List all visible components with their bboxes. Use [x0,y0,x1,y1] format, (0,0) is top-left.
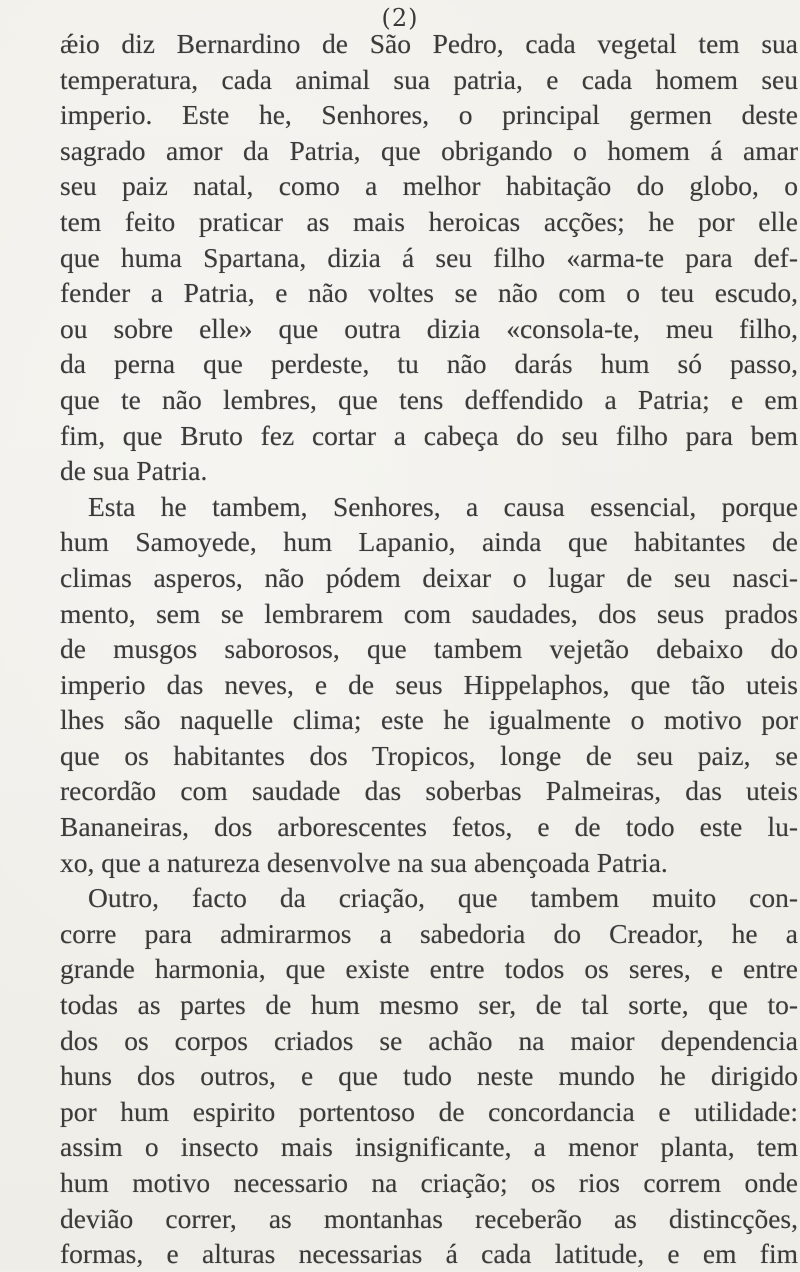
text-line: todas as partes de hum mesmo ser, de tal sorte, que to- [60,989,798,1021]
page-number: (2) [381,4,419,32]
text-line: hum Samoyede, hum Lapanio, ainda que habitantes de [60,526,798,558]
text-line: que huma Spartana, dizia á seu filho «arma-te para def- [60,241,798,273]
text-line: seu paiz natal, como a melhor habitação do globo, o [60,170,798,202]
text-line: sagrado amor da Patria, que obrigando o homem á amar [60,134,798,166]
text-line: ou sobre elle» que outra dizia «consola-te, meu filho, [60,312,798,344]
text-line: dos os corpos criados se achão na maior dependencia [60,1024,798,1056]
text-line: de musgos saborosos, que tambem vejetão debaixo do [60,633,798,665]
text-line: Bananeiras, dos arborescentes fetos, e de todo este lu- [60,811,798,843]
text-line: fim, que Bruto fez cortar a cabeça do seu filho para bem [60,419,798,451]
text-line: climas asperos, não pódem deixar o lugar de seu nasci- [60,561,798,593]
text-line: que te não lembres, que tens deffendido a Patria; e em [60,383,798,415]
text-line: huns dos outros, e que tudo neste mundo he dirigido [60,1060,798,1092]
text-line: que os habitantes dos Tropicos, longe de seu paiz, se [60,739,798,771]
text-line: imperio das neves, e de seus Hippelaphos, que tão uteis [60,668,798,700]
text-line: corre para admirarmos a sabedoria do Creador, he a [60,917,798,949]
paragraph-start-line: Outro, facto da criação, que tambem muito con- [88,882,798,914]
text-line: assim o insecto mais insignificante, a menor planta, tem [60,1131,798,1163]
text-line: temperatura, cada animal sua patria, e cada homem seu [60,63,798,95]
text-line: recordão com saudade das soberbas Palmeiras, das uteis [60,775,798,807]
text-line: ǽio diz Bernardino de São Pedro, cada vegetal tem sua [60,28,798,59]
text-line: da perna que perdeste, tu não darás hum só passo, [60,348,798,380]
text-line: hum motivo necessario na criação; os rios correm onde [60,1167,798,1198]
paragraph-end-line: de sua Patria. [60,455,208,487]
text-line: por hum espirito portentoso de concordancia e utilidade: [60,1095,798,1127]
text-line: grande harmonia, que existe entre todos os seres, e entre [60,953,798,985]
text-line: devião correr, as montanhas receberão as distincções, [60,1202,798,1234]
text-line: fender a Patria, e não voltes se não com o teu escudo, [60,277,798,309]
text-line: mento, sem se lembrarem com saudades, dos seus prados [60,597,798,629]
text-line: imperio. Este he, Senhores, o principal germen deste [60,99,798,131]
paragraph-end-line: xo, que a natureza desenvolve na sua abençoada Patria. [60,846,668,878]
text-line: formas, e alturas necessarias á cada latitude, e em fim [60,1238,798,1270]
text-line: lhes são naquelle clima; este he igualmente o motivo por [60,704,798,736]
paragraph-start-line: Esta he tambem, Senhores, a causa essencial, porque [88,490,798,522]
text-line: tem feito praticar as mais heroicas acções; he por elle [60,205,798,237]
body-text [60,26,798,1272]
